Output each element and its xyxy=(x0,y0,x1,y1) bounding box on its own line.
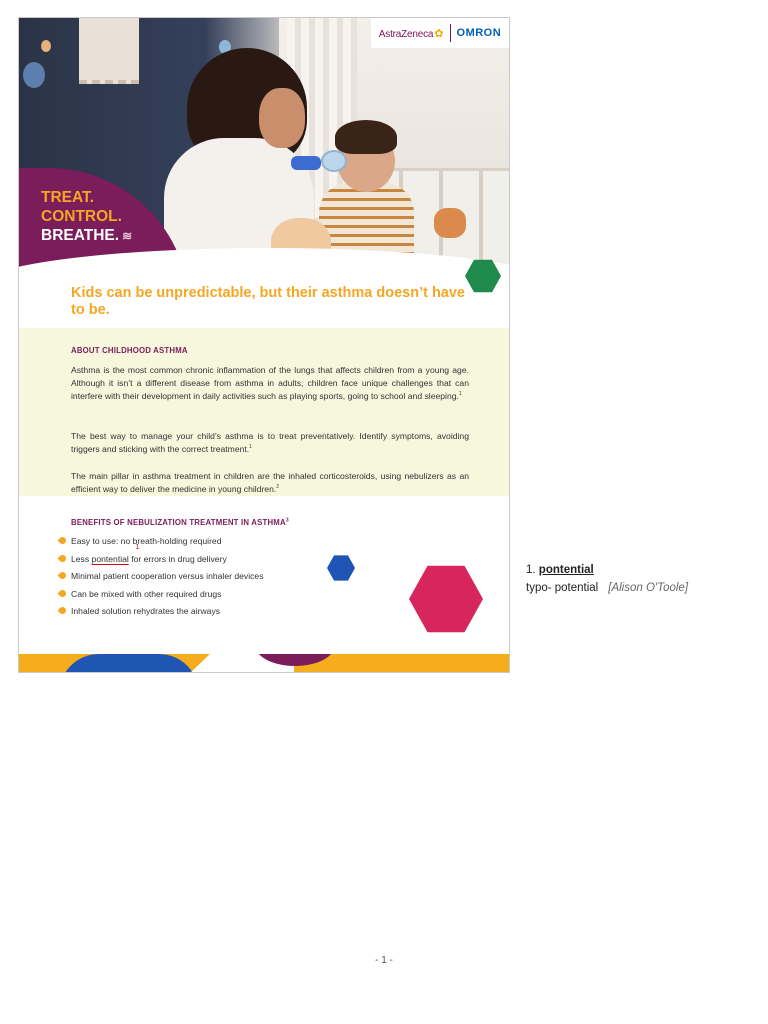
logo-bar xyxy=(371,18,509,48)
fox-pattern xyxy=(434,208,466,238)
nebulizer-mask xyxy=(321,150,347,172)
about-paragraph-3: The main pillar in asthma treatment in children are the inhaled corticosteroids, using nebulizers as an efficient way to deliver the medicine in young children.$^2$ xyxy=(71,471,469,494)
nebulizer-device xyxy=(291,156,321,170)
about-section xyxy=(19,328,509,496)
astrazeneca-logo: AstraZeneca✿ xyxy=(378,28,444,40)
list-item: Easy to use: no breath-holding required xyxy=(71,536,371,546)
comment-marker[interactable]: 1 xyxy=(135,544,140,551)
document-page xyxy=(18,17,510,673)
about-title: ABOUT CHILDHOOD ASTHMA xyxy=(71,346,188,355)
list-item: Can be mixed with other required drugs xyxy=(71,589,371,599)
omron-logo: OMRON xyxy=(456,27,502,39)
comment-body xyxy=(526,579,688,597)
tagline-breathe: BREATHE. xyxy=(41,227,120,244)
page-number: - 1 - xyxy=(375,955,393,966)
comment-header xyxy=(526,561,688,579)
page-headline: Kids can be unpredictable, but their asthma doesn’t have to be. xyxy=(71,285,465,318)
reference-marker: 1 xyxy=(458,391,462,398)
wind-icon: ≋ xyxy=(122,229,133,243)
comment-word: pontential xyxy=(538,564,594,576)
astrazeneca-mark-icon: ✿ xyxy=(434,28,444,40)
footer-band xyxy=(19,654,509,673)
pink-hexagon xyxy=(409,562,483,636)
bullet-icon xyxy=(58,536,68,546)
comment-number: 1. xyxy=(526,564,536,576)
comment-note: typo- potential xyxy=(526,582,599,594)
reference-marker: 2 xyxy=(276,484,280,491)
list-item: Minimal patient cooperation versus inhaler devices xyxy=(71,571,371,581)
bullet-icon xyxy=(58,606,68,616)
comment-author: [Alison O'Toole] xyxy=(608,582,689,594)
review-comment[interactable] xyxy=(526,561,688,597)
tagline-breathe-row xyxy=(41,226,132,246)
list-item: Less pontential 1 for errors in drug delivery xyxy=(71,554,371,564)
about-paragraph-2: The best way to manage your child’s asthma is to treat preventatively. Identify symptoms, avoiding triggers and sticking with the correct treatment.$^1$ xyxy=(71,431,469,454)
about-paragraph-1: Asthma is the most common chronic inflammation of the lungs that affects children from a young age. Although it isn’t a different disease from asthma in adults, children face unique challenges that can interfere with their development in daily activities such as playing sports, going to school and sleeping.$^1$ xyxy=(71,365,469,401)
benefits-title: BENEFITS OF NEBULIZATION TREATMENT IN ASTHMA$^3$ xyxy=(71,517,289,527)
bullet-icon xyxy=(58,589,68,599)
balloon-decoration xyxy=(23,62,45,88)
list-item: Inhaled solution rehydrates the airways xyxy=(71,606,371,616)
reference-marker: 1 xyxy=(249,444,252,451)
tagline-treat: TREAT. xyxy=(41,189,95,206)
tagline-control: CONTROL. xyxy=(41,208,122,225)
bullet-icon xyxy=(58,571,68,581)
wall-tapestry xyxy=(79,18,139,84)
tagline xyxy=(41,188,132,246)
balloon-decoration xyxy=(41,40,51,52)
reference-marker: 3 xyxy=(285,517,289,524)
hero-photo xyxy=(19,18,509,283)
bullet-icon xyxy=(58,554,68,564)
tracked-typo-word[interactable]: pontential 1 xyxy=(91,544,140,564)
logo-divider xyxy=(450,24,451,42)
